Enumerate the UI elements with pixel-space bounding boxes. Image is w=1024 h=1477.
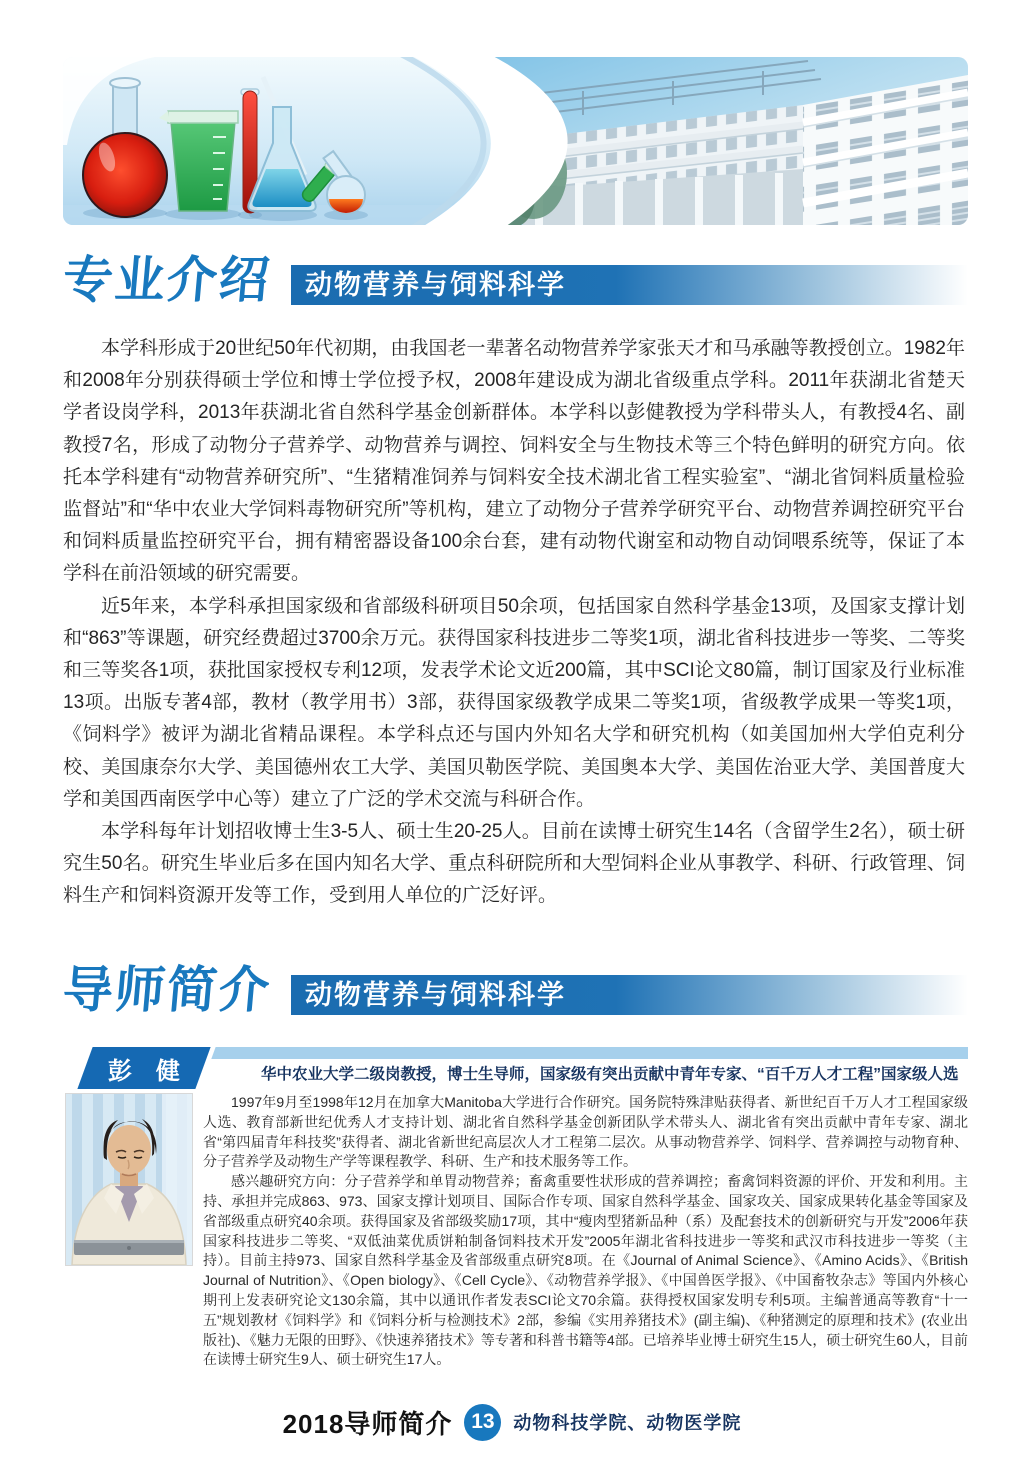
professor-header-band [63,1045,968,1091]
light-blue-strip [91,1047,968,1059]
professor-profile [65,1093,968,1370]
professor-photo [65,1093,193,1266]
header-photo-banner [63,57,968,225]
major-paragraphs [63,333,965,913]
supervisor-title: 导师简介 [60,962,274,1018]
lab-and-building-illustration [63,57,968,225]
major-section-head [60,252,968,308]
page-number-badge: 13 [464,1404,501,1441]
footer-colleges: 动物科技学院、动物医学院 [513,1413,742,1433]
major-paragraph-2: 近5年来，本学科承担国家级和省部级科研项目50余项，包括国家自然科学基金13项，及国家支撑计划和“863”等课题，研究经费超过3700余万元。获得国家科技进步二等奖1项，湖北省科技进步一等奖、二等奖和三等奖各1项，获批国家授权专利12项，发表学术论文近200篇，其中SCI论文80篇，制订国家及行业标准13项。出版专著4部，教材（教学用书）3部，获得国家级教学成果二等奖1项，省级教学成果一等奖1项，《饲料学》被评为湖北省精品课程。本学科点还与国内外知名大学和研究机构（如美国加州大学伯克利分校、美国康奈尔大学、美国德州农工大学、美国贝勒医学院、美国奥本大学、美国佐治亚大学、美国普度大学和美国西南医学中心等）建立了广泛的学术交流与科研合作。 [63,595,965,810]
professor-portrait-illustration [66,1094,192,1265]
bio-paragraph-2: 感兴趣研究方向：分子营养学和单胃动物营养；畜禽重要性状形成的营养调控；畜禽饲料资源的评价、开发和利用。主持、承担并完成863、973、国家支撑计划项目、国际合作专项、国家自然科学基金、国家攻关、国家成果转化基金等国家及省部级重点研究40余项。获得国家及省部级奖励17项，其中“瘦肉型猪新品种（系）及配套技术的创新研究与开发”2006年获国家科技进步二等奖、“双低油菜优质饼粕制备饲料技术开发”2005年湖北省科技进步一等奖和武汉市科技进步一等奖（主持）。目前主持973、国家自然科学基金及省部级重点研究8项。在《Journal of Animal Science》、《Amino Acids》、《British Journal of Nutrition》、《Open biology》、《Cell Cycle》、《动物营养学报》、《中国兽医学报》、《中国畜牧杂志》等国内外核心期刊上发表研究论文130余篇，其中以通讯作者发表SCI论文70余篇。获得授权国家发明专利5项。主编普通高等教育“十一五”规划教材《饲料学》和《饲料分析与检测技术》2部，参编《实用养猪技术》(副主编)、《种猪测定的原理和技术》(农业出版社)、《魅力无限的田野》、《快速养猪技术》等专著和科普书籍等4部。已培养毕业博士研究生15人，硕士研究生60人，目前在读博士研究生9人、硕士研究生17人。 [203,1173,968,1368]
footer-title: 2018导师简介 [282,1408,453,1439]
bio-paragraph-1: 1997年9月至1998年12月在加拿大Manitoba大学进行合作研究。国务院特殊津贴获得者、新世纪百千万人才工程国家级人选、教育部新世纪优秀人才支持计划、湖北省自然科学基金创新团队学术带头人、湖北省有突出贡献中青年专家、湖北省“第四届青年科技奖”获得者、湖北省新世纪高层次人才工程第二层次。从事动物营养学、饲料学、营养调控与动物育种、分子营养学及动物生产学等课程教学、科研、生产和技术服务等工作。 [203,1094,968,1170]
professor-name: 彭 健 [108,1057,180,1085]
professor-summary: 华中农业大学二级岗教授，博士生导师，国家级有突出贡献中青年专家、“百千万人才工程”国家级人选 [261,1066,959,1083]
professor-bio [203,1093,968,1370]
supervisor-banner: 动物营养与饲料科学 [291,975,968,1015]
page-footer [0,1399,1024,1445]
major-title: 专业介绍 [60,252,274,308]
major-paragraph-3: 本学科每年计划招收博士生3-5人、硕士生20-25人。目前在读博士研究生14名（含留学生2名），硕士研究生50名。研究生毕业后多在国内知名大学、重点科研院所和大型饲料企业从事教学、科研、行政管理、饲料生产和饲料资源开发等工作，受到用人单位的广泛好评。 [63,821,965,907]
major-banner: 动物营养与饲料科学 [291,265,968,305]
professor-name-plate [77,1047,210,1089]
major-paragraph-1: 本学科形成于20世纪50年代初期，由我国老一辈著名动物营养学家张天才和马承融等教授创立。1982年和2008年分别获得硕士学位和博士学位授予权，2008年建设成为湖北省级重点学科。2011年获湖北省楚天学者设岗学科，2013年获湖北省自然科学基金创新群体。本学科以彭健教授为学科带头人，有教授4名、副教授7名，形成了动物分子营养学、动物营养与调控、饲料安全与生物技术等三个特色鲜明的研究方向。依托本学科建有“动物营养研究所”、“生猪精准饲养与饲料安全技术湖北省工程实验室”、“湖北省饲料质量检验监督站”和“华中农业大学饲料毒物研究所”等机构，建立了动物分子营养学研究平台、动物营养调控研究平台和饲料质量监控研究平台，拥有精密器设备100余台套，建有动物代谢室和动物自动饲喂系统等，保证了本学科在前沿领域的研究需要。 [63,338,965,585]
supervisor-section-head [60,962,968,1018]
